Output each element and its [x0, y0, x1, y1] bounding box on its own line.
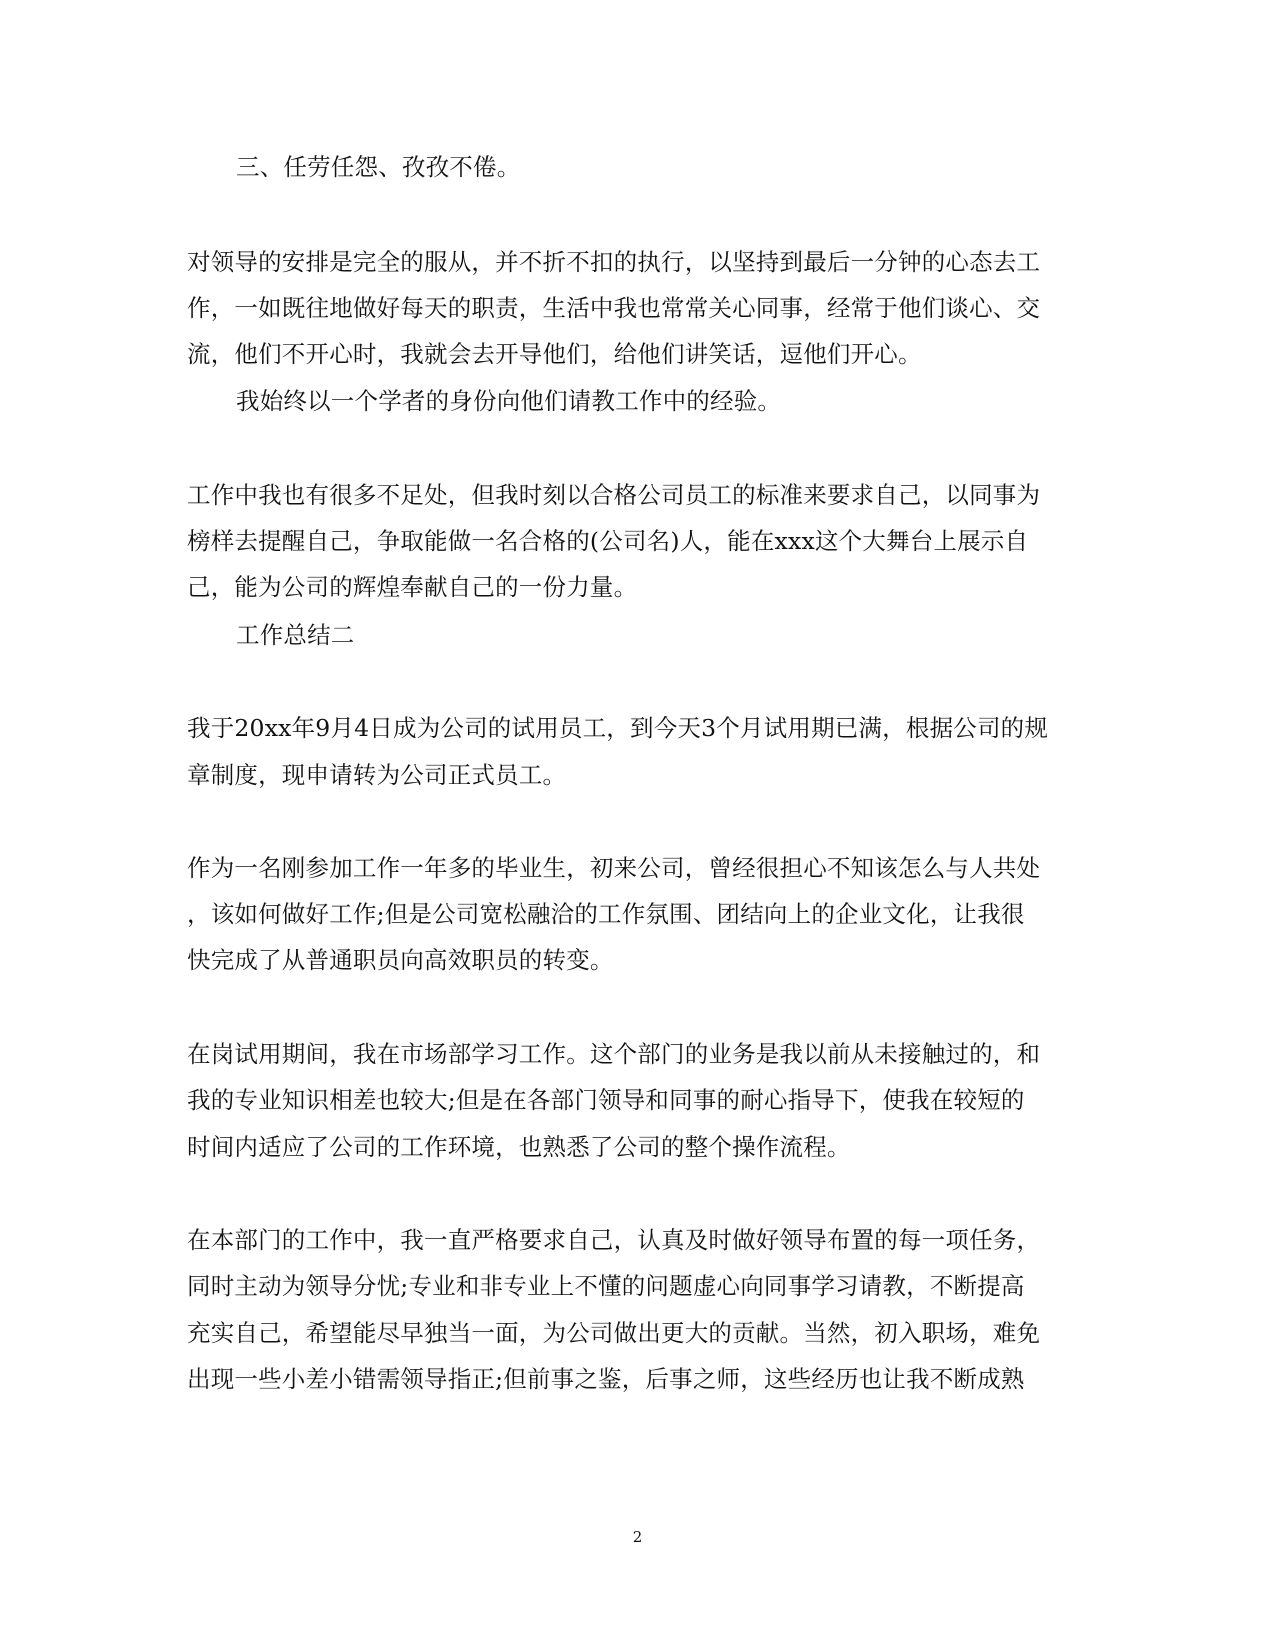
- text-line: 我的专业知识相差也较大;但是在各部门领导和同事的耐心指导下，使我在较短的: [187, 1086, 1025, 1114]
- section-title: 工作总结二: [236, 621, 355, 649]
- text-line: 我于20xx年9月4日成为公司的试用员工，到今天3个月试用期已满，根据公司的规: [187, 714, 1049, 742]
- text-line: 在岗试用期间，我在市场部学习工作。这个部门的业务是我以前从未接触过的，和: [187, 1040, 1041, 1068]
- text-line: 时间内适应了公司的工作环境，也熟悉了公司的整个操作流程。: [187, 1133, 851, 1161]
- text-line: 榜样去提醒自己，争取能做一名合格的(公司名)人，能在xxx这个大舞台上展示自: [187, 527, 1029, 555]
- text-line: 对领导的安排是完全的服从，并不折不扣的执行，以坚持到最后一分钟的心态去工: [187, 248, 1041, 276]
- text-line: ，该如何做好工作;但是公司宽松融洽的工作氛围、团结向上的企业文化，让我很: [187, 900, 1025, 928]
- text-line: 己，能为公司的辉煌奉献自己的一份力量。: [187, 573, 638, 601]
- text-line: 作为一名刚参加工作一年多的毕业生，初来公司，曾经很担心不知该怎么与人共处: [187, 854, 1041, 882]
- text-line: 工作中我也有很多不足处，但我时刻以合格公司员工的标准来要求自己，以同事为: [187, 481, 1041, 509]
- text-line: 出现一些小差小错需领导指正;但前事之鉴，后事之师，这些经历也让我不断成熟: [187, 1365, 1025, 1393]
- section-heading-3: 三、任劳任怨、孜孜不倦。: [236, 153, 521, 181]
- text-line: 作，一如既往地做好每天的职责，生活中我也常常关心同事，经常于他们谈心、交: [187, 294, 1041, 322]
- text-line: 流，他们不开心时，我就会去开导他们，给他们讲笑话，逗他们开心。: [187, 340, 922, 368]
- page-number: 2: [632, 1528, 643, 1546]
- text-line: 同时主动为领导分忧;专业和非专业上不懂的问题虚心向同事学习请教，不断提高: [187, 1272, 1025, 1300]
- text-line: 章制度，现申请转为公司正式员工。: [187, 761, 567, 789]
- paragraph-learner: 我始终以一个学者的身份向他们请教工作中的经验。: [236, 387, 782, 415]
- text-line: 在本部门的工作中，我一直严格要求自己，认真及时做好领导布置的每一项任务，: [187, 1226, 1041, 1254]
- text-line: 充实自己，希望能尽早独当一面，为公司做出更大的贡献。当然，初入职场，难免: [187, 1319, 1041, 1347]
- text-line: 快完成了从普通职员向高效职员的转变。: [187, 946, 614, 974]
